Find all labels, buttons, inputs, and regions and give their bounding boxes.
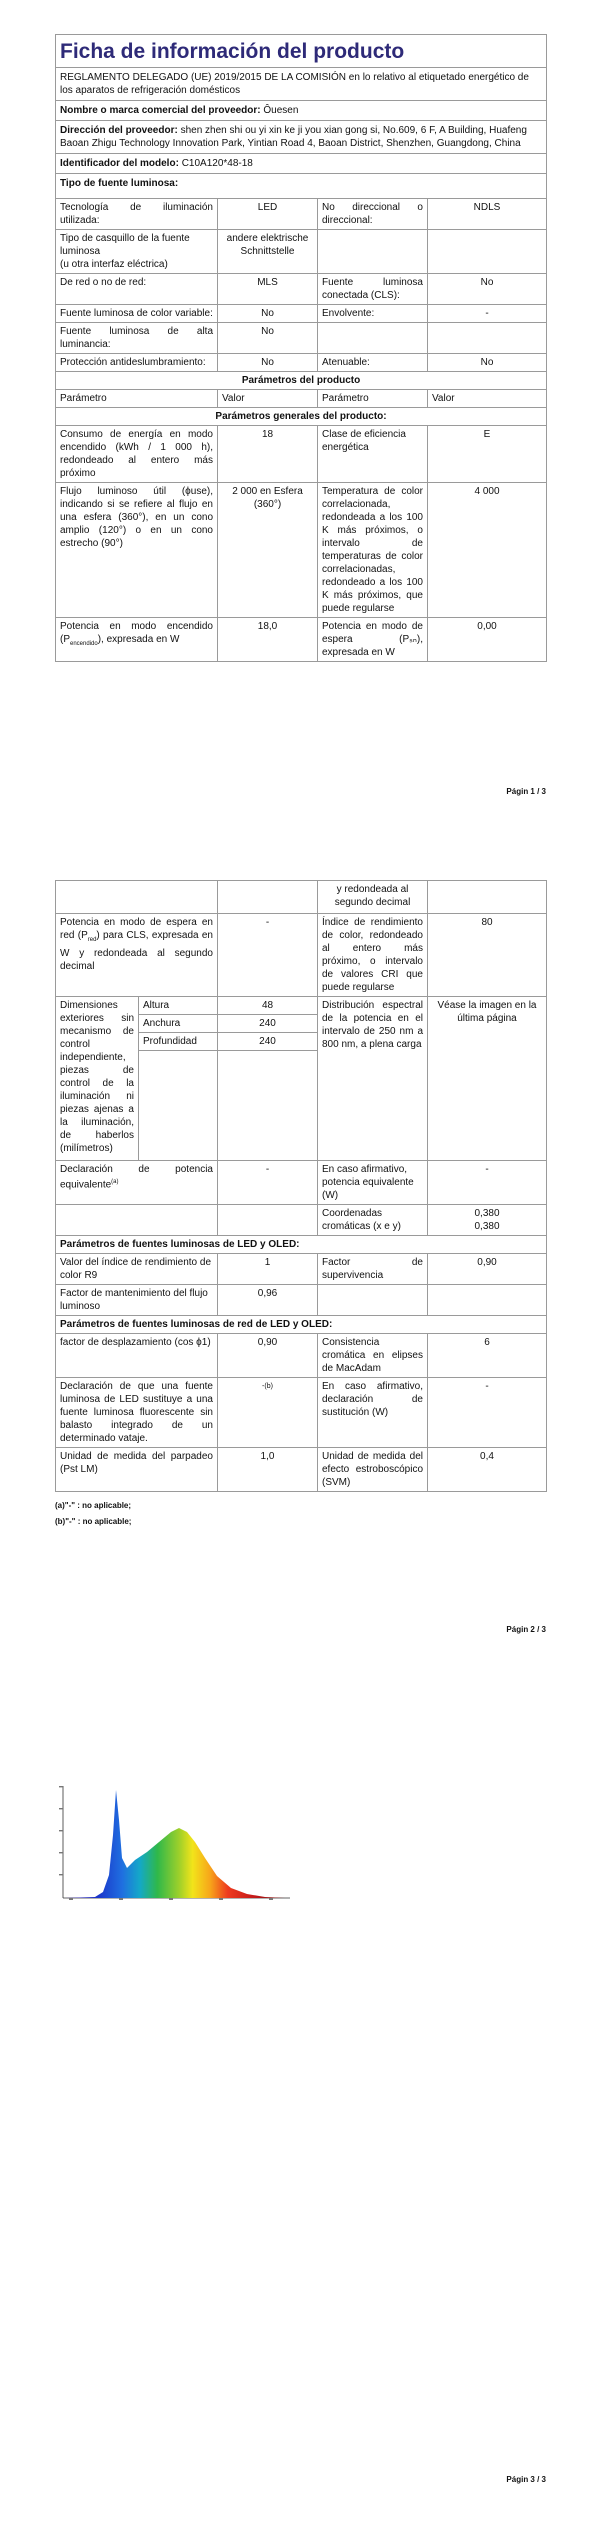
r9-label: Valor del índice de rendimiento de color R9 xyxy=(56,1254,218,1285)
empty-cell xyxy=(428,881,547,914)
luminous-flux-value: 2 000 en Esfera (360°) xyxy=(218,483,318,618)
replacement-claim-label: En caso afirmativo, declaración de sustitución (W) xyxy=(318,1378,428,1448)
networked-standby-value: - xyxy=(218,914,318,997)
empty-cell xyxy=(218,881,318,914)
mains-value: MLS xyxy=(218,274,318,305)
empty-cell xyxy=(218,1051,318,1161)
empty-cell xyxy=(56,1205,218,1236)
depth-label: Profundidad xyxy=(139,1033,218,1051)
dimmable-value: No xyxy=(428,354,547,372)
spectral-distribution-label: Distribución espectral de la potencia en el intervalo de 250 nm a 800 nm, a plena carga xyxy=(318,997,428,1161)
cap-type-text: Tipo de casquillo de la fuente luminosa xyxy=(60,233,190,257)
regulation-text: REGLAMENTO DELEGADO (UE) 2019/2015 DE LA COMISIÓN en lo relativo al etiquetado energético de los aparatos de refrigeración domésticos xyxy=(56,68,547,101)
empty-cell xyxy=(218,1205,318,1236)
directional-label: No direccional o direccional: xyxy=(318,199,428,230)
envelope-value: - xyxy=(428,305,547,323)
on-mode-power-label xyxy=(56,618,218,662)
energy-class-label: Clase de eficiencia energética xyxy=(318,426,428,483)
source-type-header: Tipo de fuente luminosa: xyxy=(56,174,547,199)
model-value: C10A120*48-18 xyxy=(181,158,253,169)
column-header-param-2: Parámetro xyxy=(318,390,428,408)
chromaticity-x: 0,380 xyxy=(474,1208,500,1219)
width-label: Anchura xyxy=(139,1015,218,1033)
standby-power-value: 0,00 xyxy=(428,618,547,662)
dimmable-label: Atenuable: xyxy=(318,354,428,372)
page-number: Págin 2 / 3 xyxy=(506,1625,546,1634)
page-1 xyxy=(0,0,596,820)
led-params-header: Parámetros de fuentes luminosas de LED y OLED: xyxy=(56,1236,547,1254)
height-label: Altura xyxy=(139,997,218,1015)
survival-factor-label: Factor de supervivencia xyxy=(318,1254,428,1285)
general-params-header: Parámetros generales del producto: xyxy=(56,408,547,426)
colour-consistency-value: 6 xyxy=(428,1334,547,1378)
high-luminance-label: Fuente luminosa de alta luminancia: xyxy=(56,323,218,354)
anti-glare-value: No xyxy=(218,354,318,372)
address-row xyxy=(56,121,547,154)
r9-value: 1 xyxy=(218,1254,318,1285)
empty-cell xyxy=(318,230,428,274)
displacement-factor-value: 0,90 xyxy=(218,1334,318,1378)
width-value: 240 xyxy=(218,1015,318,1033)
cct-value: 4 000 xyxy=(428,483,547,618)
equivalent-power-label xyxy=(56,1161,218,1205)
luminous-flux-label: Flujo luminoso útil (ϕuse), indicando si se refiere al flujo en una esfera (360°), en un cono amplio (120°) o en un cono estrecho (90°) xyxy=(56,483,218,618)
stroboscopic-label: Unidad de medida del efecto estroboscópico (SVM) xyxy=(318,1448,428,1492)
empty-cell xyxy=(318,1285,428,1316)
address-value: shen zhen shi ou yi xin ke ji you xian gong si, No.609, 6 F, A Building, Huafeng Baoan Zhigu Technology Innovation Park, Yintian Road 4, Baoan District, Shenzhen, Guangdong, China xyxy=(60,125,527,149)
product-params-header: Parámetros del producto xyxy=(56,372,547,390)
standby-power-cont: y redondeada al segundo decimal xyxy=(318,881,428,914)
networked-standby-text: Potencia en modo de espera en red (P xyxy=(60,917,213,941)
supplier-label: Nombre o marca comercial del proveedor: xyxy=(60,105,261,116)
replacement-claim-value: - xyxy=(428,1378,547,1448)
equivalent-power-text: Declaración de potencia equivalente xyxy=(60,1164,213,1191)
networked-standby-label xyxy=(56,914,218,997)
cct-label: Temperatura de color correlacionada, redondeada a los 100 K más próximos, o intervalo de temperaturas de color correlacionadas, redondeado a los 100 K más próximos, que puede regularse xyxy=(318,483,428,618)
survival-factor-value: 0,90 xyxy=(428,1254,547,1285)
networked-standby-subscript: red xyxy=(87,937,97,943)
dimensions-label: Dimensiones exteriores sin mecanismo de control independiente, piezas de control de la iluminación ni piezas ajenas a la iluminación, de haberlos (milímetros) xyxy=(56,997,139,1161)
spectral-distribution-value: Véase la imagen en la última página xyxy=(428,997,547,1161)
column-header-param: Parámetro xyxy=(56,390,218,408)
high-luminance-value: No xyxy=(218,323,318,354)
flicker-value: 1,0 xyxy=(218,1448,318,1492)
stroboscopic-value: 0,4 xyxy=(428,1448,547,1492)
mains-led-params-header: Parámetros de fuentes luminosas de red de LED y OLED: xyxy=(56,1316,547,1334)
empty-cell xyxy=(428,1285,547,1316)
footnote-b: (b)"-" : no aplicable; xyxy=(55,1517,132,1526)
chromaticity-value xyxy=(428,1205,547,1236)
colour-consistency-label: Consistencia cromática en elipses de MacAdam xyxy=(318,1334,428,1378)
mains-label: De red o no de red: xyxy=(56,274,218,305)
energy-consumption-value: 18 xyxy=(218,426,318,483)
flicker-label: Unidad de medida del parpadeo (Pst LM) xyxy=(56,1448,218,1492)
column-header-value: Valor xyxy=(218,390,318,408)
cap-type-value: andere elektrische Schnittstelle xyxy=(218,230,318,274)
product-info-table-p2 xyxy=(55,880,547,1492)
footnotes xyxy=(55,1498,546,1530)
spectral-distribution-image xyxy=(55,1780,305,1912)
cls-value: No xyxy=(428,274,547,305)
empty-cell xyxy=(318,323,428,354)
cri-value: 80 xyxy=(428,914,547,997)
depth-value: 240 xyxy=(218,1033,318,1051)
lumen-maintenance-value: 0,96 xyxy=(218,1285,318,1316)
equivalent-power-footnote: (a) xyxy=(111,1179,119,1185)
technology-label: Tecnología de iluminación utilizada: xyxy=(56,199,218,230)
networked-standby-unit: ) para CLS, expresada en W y redondeada al segundo decimal xyxy=(60,930,213,972)
on-mode-power-value: 18,0 xyxy=(218,618,318,662)
displacement-factor-label: factor de desplazamiento (cos ϕ1) xyxy=(56,1334,218,1378)
supplier-row xyxy=(56,101,547,121)
energy-consumption-label: Consumo de energía en modo encendido (kWh / 1 000 h), redondeado al entero más próximo xyxy=(56,426,218,483)
empty-cell xyxy=(428,230,547,274)
address-label: Dirección del proveedor: xyxy=(60,125,178,136)
anti-glare-label: Protección antideslumbramiento: xyxy=(56,354,218,372)
technology-value: LED xyxy=(218,199,318,230)
energy-class-value: E xyxy=(428,426,547,483)
page-number: Págin 1 / 3 xyxy=(506,787,546,796)
lumen-maintenance-label: Factor de mantenimiento del flujo luminoso xyxy=(56,1285,218,1316)
on-mode-power-subscript: encendido xyxy=(70,641,98,647)
standby-power-label: Potencia en modo de espera (Pₛₙ), expresada en W xyxy=(318,618,428,662)
cri-label: Índice de rendimiento de color, redondeado al entero más próximo, o intervalo de valores CRI que puede regularse xyxy=(318,914,428,997)
height-value: 48 xyxy=(218,997,318,1015)
empty-cell xyxy=(56,881,218,914)
chromaticity-label: Coordenadas cromáticas (x e y) xyxy=(318,1205,428,1236)
fluorescent-replacement-label: Declaración de que una fuente luminosa de LED sustituye a una fuente luminosa fluorescente sin balasto integrado de un determinado vataje. xyxy=(56,1378,218,1448)
directional-value: NDLS xyxy=(428,199,547,230)
column-header-value-2: Valor xyxy=(428,390,547,408)
on-mode-power-unit: ), expresada en W xyxy=(97,634,180,645)
equivalent-power-w-label: En caso afirmativo, potencia equivalente (W) xyxy=(318,1161,428,1205)
cap-type-subtext: (u otra interfaz eléctrica) xyxy=(60,259,168,270)
cap-type-label xyxy=(56,230,218,274)
color-tunable-value: No xyxy=(218,305,318,323)
on-mode-power-text: Potencia en modo encendido (P xyxy=(60,621,213,645)
color-tunable-label: Fuente luminosa de color variable: xyxy=(56,305,218,323)
page-2 xyxy=(0,880,596,1670)
envelope-label: Envolvente: xyxy=(318,305,428,323)
footnote-a: (a)"-" : no aplicable; xyxy=(55,1501,132,1510)
empty-cell xyxy=(139,1051,218,1161)
model-row xyxy=(56,154,547,174)
page-title: Ficha de información del producto xyxy=(56,35,547,68)
chromaticity-y: 0,380 xyxy=(474,1221,500,1232)
equivalent-power-w-value: - xyxy=(428,1161,547,1205)
fluorescent-replacement-value: -(b) xyxy=(218,1378,318,1448)
model-label: Identificador del modelo: xyxy=(60,158,179,169)
supplier-value: Ôuesen xyxy=(263,105,299,116)
product-info-table-p1 xyxy=(55,34,547,662)
spectrum-curve xyxy=(65,1790,285,1898)
cls-label: Fuente luminosa conectada (CLS): xyxy=(318,274,428,305)
equivalent-power-value: - xyxy=(218,1161,318,1205)
empty-cell xyxy=(428,323,547,354)
page-number-3: Págin 3 / 3 xyxy=(506,2475,546,2484)
